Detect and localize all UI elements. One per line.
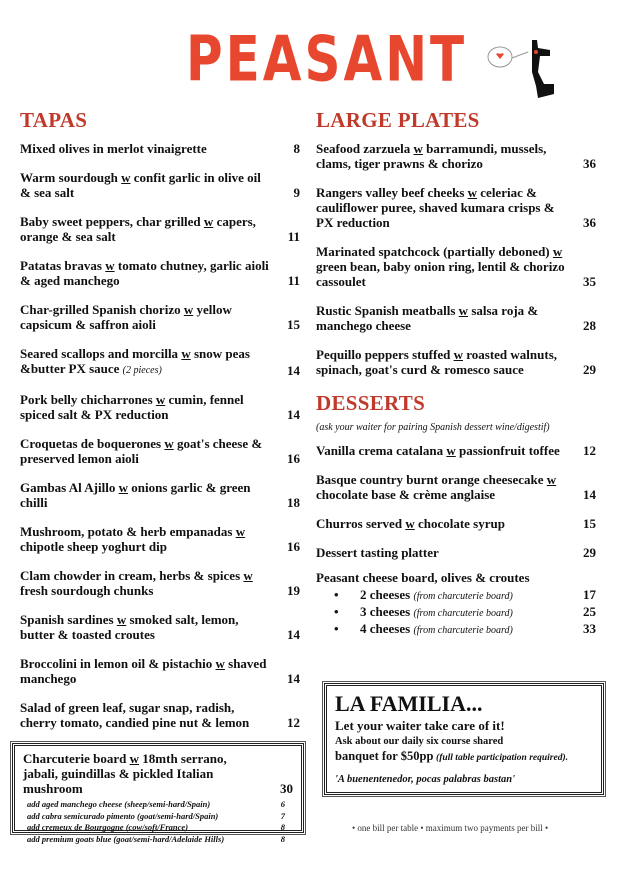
item-price: 36 (583, 215, 596, 230)
item-name (316, 244, 574, 289)
item-price: 11 (287, 273, 300, 288)
item-note: (2 pieces) (122, 365, 162, 376)
item-name-text: Basque country burnt orange cheesecake w chocolate base & crème anglaise (316, 472, 557, 502)
item-name (20, 436, 278, 466)
item-name (20, 480, 278, 510)
peasant-logo: PEASANT (186, 23, 468, 96)
item-name-text: Patatas bravas w tomato chutney, garlic aioli & aged manchego (20, 258, 269, 288)
cheese-option (316, 587, 596, 604)
menu-item (20, 214, 300, 244)
cheese-option (316, 604, 596, 621)
menu-item (20, 170, 300, 200)
item-price: 14 (287, 627, 300, 642)
item-name-text: Marinated spatchcock (partially deboned) w green bean, baby onion ring, lentil & chorizo cassoulet (316, 244, 565, 289)
menu-item (316, 244, 596, 289)
item-name-text: Pork belly chicharrones w cumin, fennel spiced salt & PX reduction (20, 392, 244, 422)
familia-quote: 'A buenentenedor, pocas palabras bastan' (335, 774, 515, 785)
item-name (316, 185, 574, 230)
item-name-text: Dessert tasting platter (316, 545, 439, 560)
item-name (20, 141, 278, 156)
item-price: 28 (583, 318, 596, 333)
item-name (20, 346, 278, 378)
menu-item (316, 443, 596, 458)
item-name-text: Baby sweet peppers, char grilled w capers, orange & sea salt (20, 214, 256, 244)
menu-item (20, 656, 300, 686)
item-name-text: Vanilla crema catalana w passionfruit toffee (316, 443, 560, 458)
item-name (316, 303, 574, 333)
familia-line1: Ask about our daily six course shared (335, 736, 504, 747)
menu-item (20, 302, 300, 332)
item-name (20, 258, 278, 288)
item-name (316, 141, 574, 171)
familia-line2: banquet for $50pp (335, 749, 434, 763)
item-name: Charcuterie board w 18mth serrano, jabali, guindillas & pickled Italian mushroom (23, 751, 227, 796)
item-price: 19 (287, 583, 300, 598)
la-familia-box (324, 683, 604, 795)
item-name-text: Clam chowder in cream, herbs & spices w fresh sourdough chunks (20, 568, 253, 598)
addon-name: add premium goats blue (goat/semi-hard/Adelaide Hills) (27, 833, 225, 844)
menu-item (20, 700, 300, 730)
item-name-text: Churros served w chocolate syrup (316, 516, 505, 531)
item-price: 18 (287, 495, 300, 510)
familia-line2-note: (full table participation required). (436, 753, 568, 763)
item-name (20, 568, 278, 598)
option-price: 17 (583, 587, 596, 602)
item-price: 36 (583, 156, 596, 171)
tapas-section (20, 108, 300, 744)
addon-item (23, 799, 293, 811)
item-name-text: Pequillo peppers stuffed w roasted walnuts, spinach, goat's curd & romesco sauce (316, 347, 558, 377)
option-name: 4 cheeses (360, 621, 411, 636)
item-price: 14 (287, 363, 300, 378)
option-name: 3 cheeses (360, 604, 411, 619)
item-price: 11 (287, 229, 300, 244)
item-name-text: Broccolini in lemon oil & pistachio w shaved manchego (20, 656, 267, 686)
item-name-text: Seared scallops and morcilla w snow peas &butter PX sauce (20, 346, 250, 376)
item-name-text: Rangers valley beef cheeks w celeriac & cauliflower puree, shaved kumara crisps & PX reduction (316, 185, 555, 230)
option-price: 33 (583, 621, 596, 636)
option-note: (from charcuterie board) (413, 591, 513, 602)
cheese-board-name: Peasant cheese board, olives & croutes (316, 570, 530, 585)
item-name (316, 443, 574, 458)
menu-item (20, 436, 300, 466)
item-name-text: Salad of green leaf, sugar snap, radish, cherry tomato, candied pine nut & lemon (20, 700, 250, 730)
menu-item (316, 185, 596, 230)
familia-subtitle: Let your waiter take care of it! (335, 718, 505, 733)
bullet-icon: • (334, 587, 339, 602)
item-name-text: Warm sourdough w confit garlic in olive oil & sea salt (20, 170, 261, 200)
addon-item (23, 834, 293, 846)
menu-item (20, 568, 300, 598)
item-name-text: Croquetas de boquerones w goat's cheese & preserved lemon aioli (20, 436, 263, 466)
item-price: 9 (293, 185, 300, 200)
addon-item (23, 811, 293, 823)
item-price: 29 (583, 545, 596, 560)
menu-item (20, 346, 300, 378)
cheese-option (316, 621, 596, 638)
footer-note: • one bill per table • maximum two payments per bill • (352, 823, 549, 833)
item-name (20, 302, 278, 332)
addon-name: add cremeux de Bourgogne (cow/soft/France) (27, 822, 189, 832)
item-name (20, 170, 278, 200)
item-price: 30 (280, 781, 293, 796)
item-price: 35 (583, 274, 596, 289)
item-name-text: Gambas Al Ajillo w onions garlic & green chilli (20, 480, 251, 510)
item-price: 16 (287, 539, 300, 554)
menu-item (316, 516, 596, 531)
menu-item (20, 612, 300, 642)
menu-item (20, 524, 300, 554)
item-price: 16 (287, 451, 300, 466)
addon-item (23, 822, 293, 834)
item-name (316, 472, 574, 502)
menu-item (316, 347, 596, 377)
item-name (20, 656, 278, 686)
menu-item (316, 545, 596, 560)
charcuterie-item (23, 751, 293, 796)
option-name: 2 cheeses (360, 587, 411, 602)
item-price: 12 (287, 715, 300, 730)
item-name (316, 347, 574, 377)
item-name-text: Rustic Spanish meatballs w salsa roja & manchego cheese (316, 303, 539, 333)
tapas-heading: TAPAS (20, 108, 88, 132)
addon-price: 6 (280, 799, 285, 809)
item-price: 29 (583, 362, 596, 377)
item-name (20, 392, 278, 422)
item-name-text: Spanish sardines w smoked salt, lemon, butter & toasted croutes (20, 612, 239, 642)
desserts-note: (ask your waiter for pairing Spanish dessert wine/digestif) (316, 422, 550, 433)
item-name-text: Mixed olives in merlot vinaigrette (20, 141, 207, 156)
menu-item (316, 141, 596, 171)
addon-price: 8 (280, 833, 285, 844)
addon-name: add aged manchego cheese (sheep/semi-hard/Spain) (27, 799, 211, 809)
item-name (20, 700, 278, 730)
item-price: 14 (583, 487, 596, 502)
option-price: 25 (583, 604, 596, 619)
charcuterie-box (12, 743, 304, 844)
mascot-logo-icon (480, 32, 560, 102)
right-column (316, 108, 596, 638)
item-price: 8 (293, 141, 300, 156)
item-name-text: Seafood zarzuela w barramundi, mussels, clams, tiger prawns & chorizo (316, 141, 547, 171)
item-price: 12 (583, 443, 596, 458)
menu-item (20, 392, 300, 422)
cheese-board (316, 570, 596, 638)
menu-item (20, 141, 300, 156)
addon-price: 8 (280, 822, 285, 832)
familia-title: LA FAMILIA... (335, 691, 483, 716)
item-name (20, 524, 278, 554)
bullet-icon: • (334, 604, 339, 619)
desserts-heading: DESSERTS (316, 391, 426, 415)
addon-price: 7 (280, 810, 285, 821)
bullet-icon: • (334, 621, 339, 636)
item-name-text: Mushroom, potato & herb empanadas w chipotle sheep yoghurt dip (20, 524, 246, 554)
item-name-text: Char-grilled Spanish chorizo w yellow capsicum & saffron aioli (20, 302, 232, 332)
item-price: 15 (287, 317, 300, 332)
item-name (316, 545, 574, 560)
large-plates-heading: LARGE PLATES (316, 108, 480, 132)
menu-item (20, 258, 300, 288)
item-price: 14 (287, 407, 300, 422)
item-name (20, 214, 278, 244)
option-note: (from charcuterie board) (413, 625, 513, 636)
menu-item (316, 303, 596, 333)
menu-item (316, 472, 596, 502)
item-name (316, 516, 574, 531)
option-note: (from charcuterie board) (413, 608, 513, 619)
item-price: 14 (287, 671, 300, 686)
menu-item (20, 480, 300, 510)
addon-name: add cabra semicurado pimento (goat/semi-hard/Spain) (27, 810, 219, 821)
item-name (20, 612, 278, 642)
item-price: 15 (583, 516, 596, 531)
